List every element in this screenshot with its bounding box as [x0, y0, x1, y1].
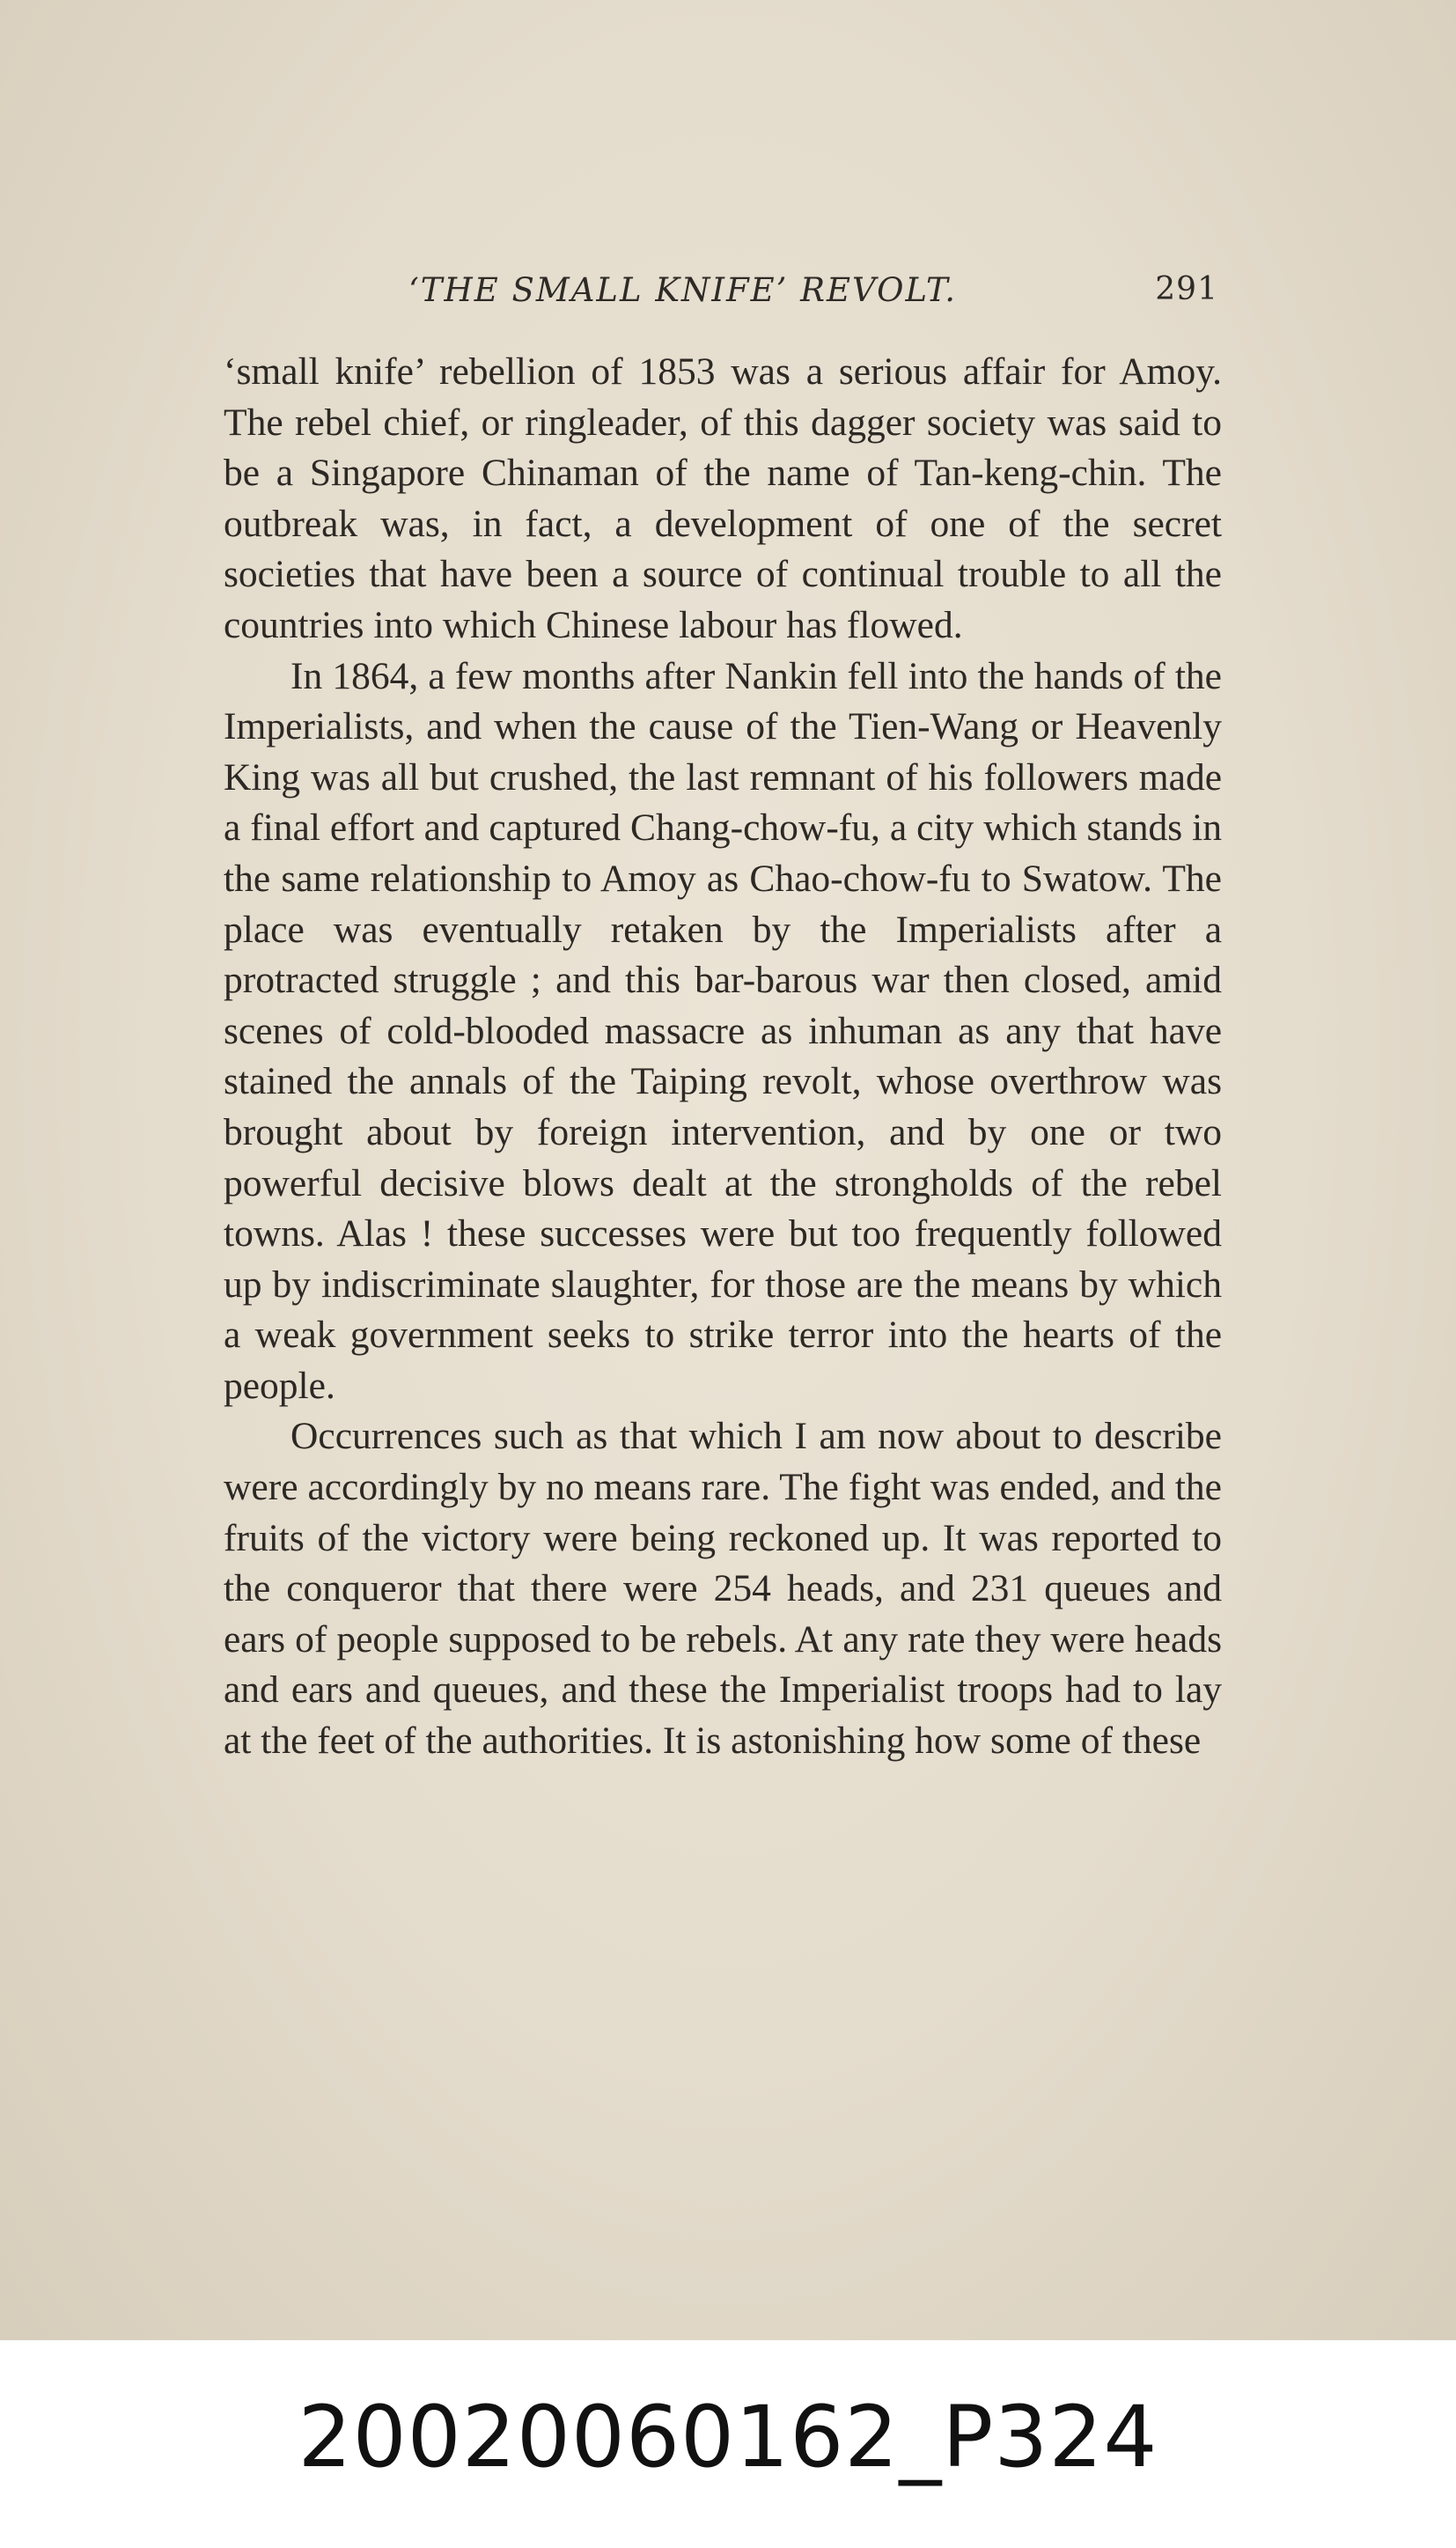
paragraph-1: ‘small knife’ rebellion of 1853 was a serious affair for Amoy. The rebel chief, or ringleader, of this dagger society was said to be a Singapore Chinaman of the name of Tan-keng-chin. The outbreak was, in fact, a development of one of the secret societies that have been a source of continual trouble to all the countries into which Chinese labour has flowed. [224, 350, 1222, 646]
running-title: ‘THE SMALL KNIFE’ REVOLT. [408, 271, 957, 309]
paragraph-3: Occurrences such as that which I am now about to describe were accordingly by no means rare. The fight was ended, and the fruits of the victory were being reckoned up. It was reported to the conqueror that there were 254 heads, and 231 queues and ears of people supposed to be rebels. At any rate they were heads and ears and queues, and these the Imperialist troops had to lay at the feet of the authorities. It is astonishing how some of these [224, 1415, 1222, 1763]
scan-identifier: 20020060162_P324 [298, 2388, 1158, 2486]
running-head [224, 271, 1218, 315]
paragraph-2: In 1864, a few months after Nankin fell into the hands of the Imperialists, and when the cause of the Tien-Wang or Heavenly King was all but crushed, the last remnant of his followers made a final effort and captured Chang-chow-fu, a city which stands in the same relationship to Amoy as Chao-chow-fu to Swatow. The place was eventually retaken by the Imperialists after a protracted struggle ; and this bar-barous war then closed, amid scenes of cold-blooded massacre as inhuman as any that have stained the annals of the Taiping revolt, whose overthrow was brought about by foreign intervention, and by one or two powerful decisive blows dealt at the strongholds of the rebel towns. Alas ! these successes were but too frequently followed up by indiscriminate slaughter, for those are the means by which a weak government seeks to strike terror into the hearts of the people. [224, 654, 1222, 1407]
page-number: 291 [1155, 271, 1218, 307]
body-text [224, 347, 1222, 1767]
